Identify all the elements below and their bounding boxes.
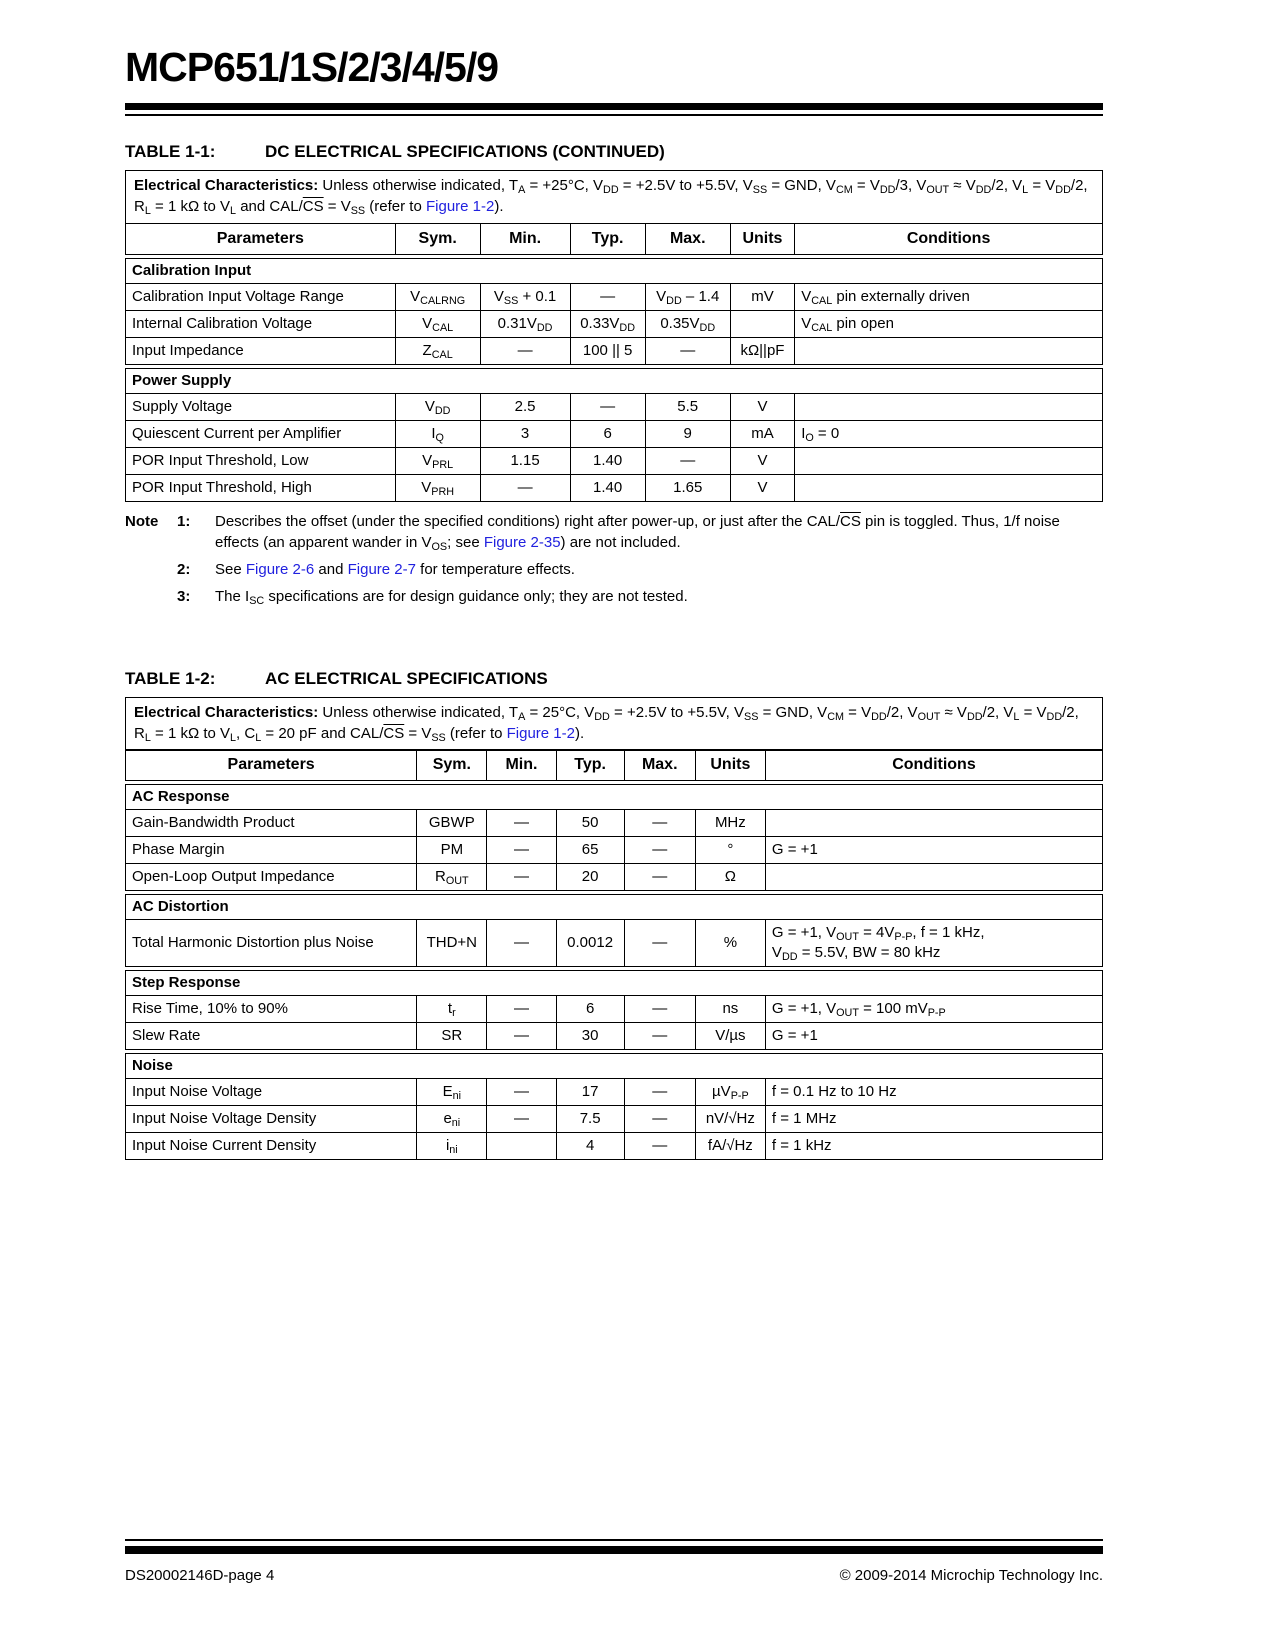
- cell-sym: GBWP: [417, 810, 487, 837]
- header-rule-thick: [125, 103, 1103, 110]
- cell-sym: $t_r$: [417, 996, 487, 1023]
- table-row: [126, 1079, 1103, 1106]
- cell-param: Gain-Bandwidth Product: [126, 810, 417, 837]
- cell-param: POR Input Threshold, Low: [126, 447, 396, 474]
- cell-min: —: [487, 1023, 556, 1050]
- note-item: [125, 586, 1103, 607]
- table1-notes: [125, 511, 1103, 607]
- table-row: [126, 1133, 1103, 1160]
- note-text: See Figure 2-6 and Figure 2-7 for temperature effects.: [215, 560, 575, 578]
- column-header: Parameters: [126, 223, 396, 254]
- cell-cond: [795, 447, 1103, 474]
- cell-sym: $I_Q$: [395, 420, 480, 447]
- table-row: [126, 310, 1103, 337]
- cell-sym: SR: [417, 1023, 487, 1050]
- cell-param: Input Noise Voltage: [126, 1079, 417, 1106]
- column-header: Min.: [487, 750, 556, 781]
- cell-sym: PM: [417, 837, 487, 864]
- table1: [125, 223, 1103, 502]
- cell-min: [487, 1133, 556, 1160]
- cell-sym: $E_{ni}$: [417, 1079, 487, 1106]
- section-title: Noise: [126, 1054, 1103, 1079]
- note-number: 1:: [177, 512, 191, 530]
- column-header-row: [126, 223, 1103, 254]
- cell-min: 1.15: [480, 447, 570, 474]
- column-header: Conditions: [795, 223, 1103, 254]
- table1-conditions-box: Electrical Characteristics: Unless otherwise indicated, $T_A = +25^\circ C$, $V_{DD} = +2.5V$ to +5.5V, $V_{SS}$ = GND, $V_{CM} = V_{DD}/3$, $V_{OUT} \approx V_{DD}/2$, $V_L = V_{DD}/2$, $R_L = 1$ kΩ to $V_L$ and CAL/$\overline{CS} = V_{SS}$ (refer to Figure 1-2).: [125, 170, 1103, 224]
- cell-min: —: [487, 837, 556, 864]
- cell-param: Slew Rate: [126, 1023, 417, 1050]
- column-header: Units: [695, 750, 765, 781]
- column-header: Parameters: [126, 750, 417, 781]
- page-title: MCP651/1S/2/3/4/5/9: [125, 44, 499, 90]
- cell-max: —: [624, 1133, 695, 1160]
- section-title: Power Supply: [126, 368, 1103, 393]
- cell-param: Input Noise Current Density: [126, 1133, 417, 1160]
- cell-sym: $V_{PRH}$: [395, 474, 480, 501]
- cell-max: —: [645, 337, 730, 364]
- column-header-row: [126, 750, 1103, 781]
- cell-cond: f = 1 kHz: [765, 1133, 1102, 1160]
- cell-min: —: [487, 1079, 556, 1106]
- cell-cond: [795, 393, 1103, 420]
- column-header: Conditions: [765, 750, 1102, 781]
- cell-units: nV/√Hz: [695, 1106, 765, 1133]
- section-header-row: [126, 971, 1103, 996]
- cell-max: —: [624, 837, 695, 864]
- footer-rule-thick: [125, 1546, 1103, 1554]
- table1-title: DC ELECTRICAL SPECIFICATIONS (CONTINUED): [265, 142, 665, 161]
- cell-param: Rise Time, 10% to 90%: [126, 996, 417, 1023]
- cell-min: 3: [480, 420, 570, 447]
- cell-min: 2.5: [480, 393, 570, 420]
- cell-typ: 50: [556, 810, 624, 837]
- cell-typ: 30: [556, 1023, 624, 1050]
- section-header-row: [126, 785, 1103, 810]
- table2-label: TABLE 1-2:: [125, 668, 216, 688]
- cell-max: —: [624, 864, 695, 891]
- cell-typ: —: [570, 393, 645, 420]
- cell-units: V: [730, 447, 794, 474]
- cell-sym: $i_{ni}$: [417, 1133, 487, 1160]
- note-label: [125, 586, 177, 607]
- column-header: Typ.: [570, 223, 645, 254]
- cell-min: $0.31V_{DD}$: [480, 310, 570, 337]
- cell-max: —: [645, 447, 730, 474]
- cell-typ: 6: [570, 420, 645, 447]
- cell-max: —: [624, 996, 695, 1023]
- cell-max: 9: [645, 420, 730, 447]
- header-rule-thin: [125, 114, 1103, 116]
- table1-label: TABLE 1-1:: [125, 142, 216, 161]
- cell-units: fA/√Hz: [695, 1133, 765, 1160]
- cell-param: Quiescent Current per Amplifier: [126, 420, 396, 447]
- cell-max: $0.35V_{DD}$: [645, 310, 730, 337]
- cell-units: kΩ||pF: [730, 337, 794, 364]
- cell-sym: $V_{DD}$: [395, 393, 480, 420]
- cell-max: —: [624, 1079, 695, 1106]
- cell-units: %: [695, 920, 765, 967]
- cell-param: Internal Calibration Voltage: [126, 310, 396, 337]
- table-row: [126, 474, 1103, 501]
- cell-typ: —: [570, 283, 645, 310]
- column-header: Min.: [480, 223, 570, 254]
- cell-sym: $V_{CALRNG}$: [395, 283, 480, 310]
- note-number: 3:: [177, 587, 191, 605]
- section-header-row: [126, 895, 1103, 920]
- cell-param: Open-Loop Output Impedance: [126, 864, 417, 891]
- cell-sym: $R_{OUT}$: [417, 864, 487, 891]
- cell-cond: [765, 864, 1102, 891]
- note-item: [125, 511, 1103, 553]
- table-row: [126, 920, 1103, 967]
- figure-link[interactable]: Figure 2-35: [483, 533, 561, 551]
- table-row: [126, 393, 1103, 420]
- cell-param: Supply Voltage: [126, 393, 396, 420]
- cell-sym: $V_{CAL}$: [395, 310, 480, 337]
- column-header: Typ.: [556, 750, 624, 781]
- cell-param: Phase Margin: [126, 837, 417, 864]
- cell-units: V/µs: [695, 1023, 765, 1050]
- cell-param: Total Harmonic Distortion plus Noise: [126, 920, 417, 967]
- cell-units: µV$_{P-P}$: [695, 1079, 765, 1106]
- cell-sym: $V_{PRL}$: [395, 447, 480, 474]
- cell-sym: $Z_{CAL}$: [395, 337, 480, 364]
- figure-link[interactable]: Figure 1-2: [506, 724, 575, 742]
- table2-conditions-box: Electrical Characteristics: Unless otherwise indicated, $T_A = 25^\circ C$, $V_{DD} = +2.5V$ to +5.5V, $V_{SS}$ = GND, $V_{CM} = V_{DD}/2$, $V_{OUT} \approx V_{DD}/2$, $V_L = V_{DD}/2$, $R_L = 1$ kΩ to $V_L$, $C_L = 20$ pF and CAL/$\overline{CS} = V_{SS}$ (refer to Figure 1-2).: [125, 697, 1103, 751]
- spacer: [125, 613, 1103, 643]
- table-row: [126, 447, 1103, 474]
- cell-units: MHz: [695, 810, 765, 837]
- section-title: Calibration Input: [126, 258, 1103, 283]
- section-header-row: [126, 258, 1103, 283]
- cell-min: —: [480, 337, 570, 364]
- cell-typ: 20: [556, 864, 624, 891]
- cell-min: —: [487, 920, 556, 967]
- cell-typ: 65: [556, 837, 624, 864]
- section-title: AC Response: [126, 785, 1103, 810]
- cell-units: Ω: [695, 864, 765, 891]
- note-label: [125, 559, 177, 580]
- table-row: [126, 1023, 1103, 1050]
- cell-cond: [795, 337, 1103, 364]
- note-text: The $I_{SC}$ specifications are for design guidance only; they are not tested.: [215, 587, 688, 607]
- cell-max: 1.65: [645, 474, 730, 501]
- cell-typ: 1.40: [570, 474, 645, 501]
- figure-link[interactable]: Figure 2-7: [347, 560, 416, 578]
- note-number: 2:: [177, 560, 191, 578]
- note-text: Describes the offset (under the specified conditions) right after power-up, or just after the CAL/$\overline{CS}$ pin is toggled. Thus, 1/f noise effects (an apparent wander in $V_{OS}$; see Figure 2-35) are not included.: [215, 512, 1060, 553]
- cell-cond: f = 0.1 Hz to 10 Hz: [765, 1079, 1102, 1106]
- cell-units: ns: [695, 996, 765, 1023]
- cell-param: Calibration Input Voltage Range: [126, 283, 396, 310]
- table2-caption: [125, 669, 1103, 689]
- cell-sym: THD+N: [417, 920, 487, 967]
- cell-cond: G = +1, $V_{OUT} = 100$ $mV_{P-P}$: [765, 996, 1102, 1023]
- cell-cond: f = 1 MHz: [765, 1106, 1102, 1133]
- cell-units: °: [695, 837, 765, 864]
- cell-typ: 100 || 5: [570, 337, 645, 364]
- table-row: [126, 420, 1103, 447]
- cell-param: Input Impedance: [126, 337, 396, 364]
- page-content: [125, 0, 1103, 1160]
- section-title: AC Distortion: [126, 895, 1103, 920]
- table-row: [126, 837, 1103, 864]
- footer-document-number: DS20002146D-page 4: [125, 1567, 275, 1584]
- cell-max: 5.5: [645, 393, 730, 420]
- cell-typ: 4: [556, 1133, 624, 1160]
- cell-typ: 7.5: [556, 1106, 624, 1133]
- note-item: [125, 559, 1103, 580]
- cell-min: —: [487, 996, 556, 1023]
- cell-units: V: [730, 393, 794, 420]
- table-row: [126, 996, 1103, 1023]
- table2-title: AC ELECTRICAL SPECIFICATIONS: [265, 668, 548, 688]
- table-row: [126, 283, 1103, 310]
- cell-cond: $I_O = 0$: [795, 420, 1103, 447]
- section-header-row: [126, 368, 1103, 393]
- section-title: Step Response: [126, 971, 1103, 996]
- cell-typ: 17: [556, 1079, 624, 1106]
- table-row: [126, 864, 1103, 891]
- cell-typ: $0.33V_{DD}$: [570, 310, 645, 337]
- column-header: Sym.: [417, 750, 487, 781]
- cell-min: $V_{SS} + 0.1$: [480, 283, 570, 310]
- cell-cond: [765, 810, 1102, 837]
- cell-sym: $e_{ni}$: [417, 1106, 487, 1133]
- cell-max: —: [624, 1106, 695, 1133]
- cell-min: —: [480, 474, 570, 501]
- table-row: [126, 810, 1103, 837]
- cell-cond: $V_{CAL}$ pin open: [795, 310, 1103, 337]
- figure-link[interactable]: Figure 1-2: [425, 198, 495, 215]
- cell-min: —: [487, 1106, 556, 1133]
- page-footer: [125, 1539, 1103, 1584]
- cell-cond: [795, 474, 1103, 501]
- column-header: Sym.: [395, 223, 480, 254]
- cell-units: V: [730, 474, 794, 501]
- column-header: Max.: [645, 223, 730, 254]
- footer-copyright: © 2009-2014 Microchip Technology Inc.: [839, 1567, 1103, 1584]
- cell-cond: G = +1, $V_{OUT} = 4V_{P-P}$, f = 1 kHz, $V_{DD} = 5.5V$, BW = 80 kHz: [765, 920, 1102, 967]
- cell-typ: 0.0012: [556, 920, 624, 967]
- cell-cond: G = +1: [765, 837, 1102, 864]
- table2: [125, 749, 1103, 1160]
- cell-cond: G = +1: [765, 1023, 1102, 1050]
- cell-max: —: [624, 810, 695, 837]
- table-row: [126, 1106, 1103, 1133]
- figure-link[interactable]: Figure 2-6: [245, 560, 315, 578]
- cell-max: —: [624, 920, 695, 967]
- cell-max: $V_{DD} - 1.4$: [645, 283, 730, 310]
- cell-param: POR Input Threshold, High: [126, 474, 396, 501]
- cell-min: —: [487, 810, 556, 837]
- cell-units: mA: [730, 420, 794, 447]
- cell-typ: 6: [556, 996, 624, 1023]
- footer-rule-thin: [125, 1539, 1103, 1541]
- cell-min: —: [487, 864, 556, 891]
- cell-cond: $V_{CAL}$ pin externally driven: [795, 283, 1103, 310]
- cell-units: mV: [730, 283, 794, 310]
- section-header-row: [126, 1054, 1103, 1079]
- table-row: [126, 337, 1103, 364]
- column-header: Max.: [624, 750, 695, 781]
- note-label: Note: [125, 512, 159, 530]
- table1-caption: [125, 142, 1103, 162]
- cell-units: [730, 310, 794, 337]
- column-header: Units: [730, 223, 794, 254]
- cell-max: —: [624, 1023, 695, 1050]
- cell-typ: 1.40: [570, 447, 645, 474]
- cell-param: Input Noise Voltage Density: [126, 1106, 417, 1133]
